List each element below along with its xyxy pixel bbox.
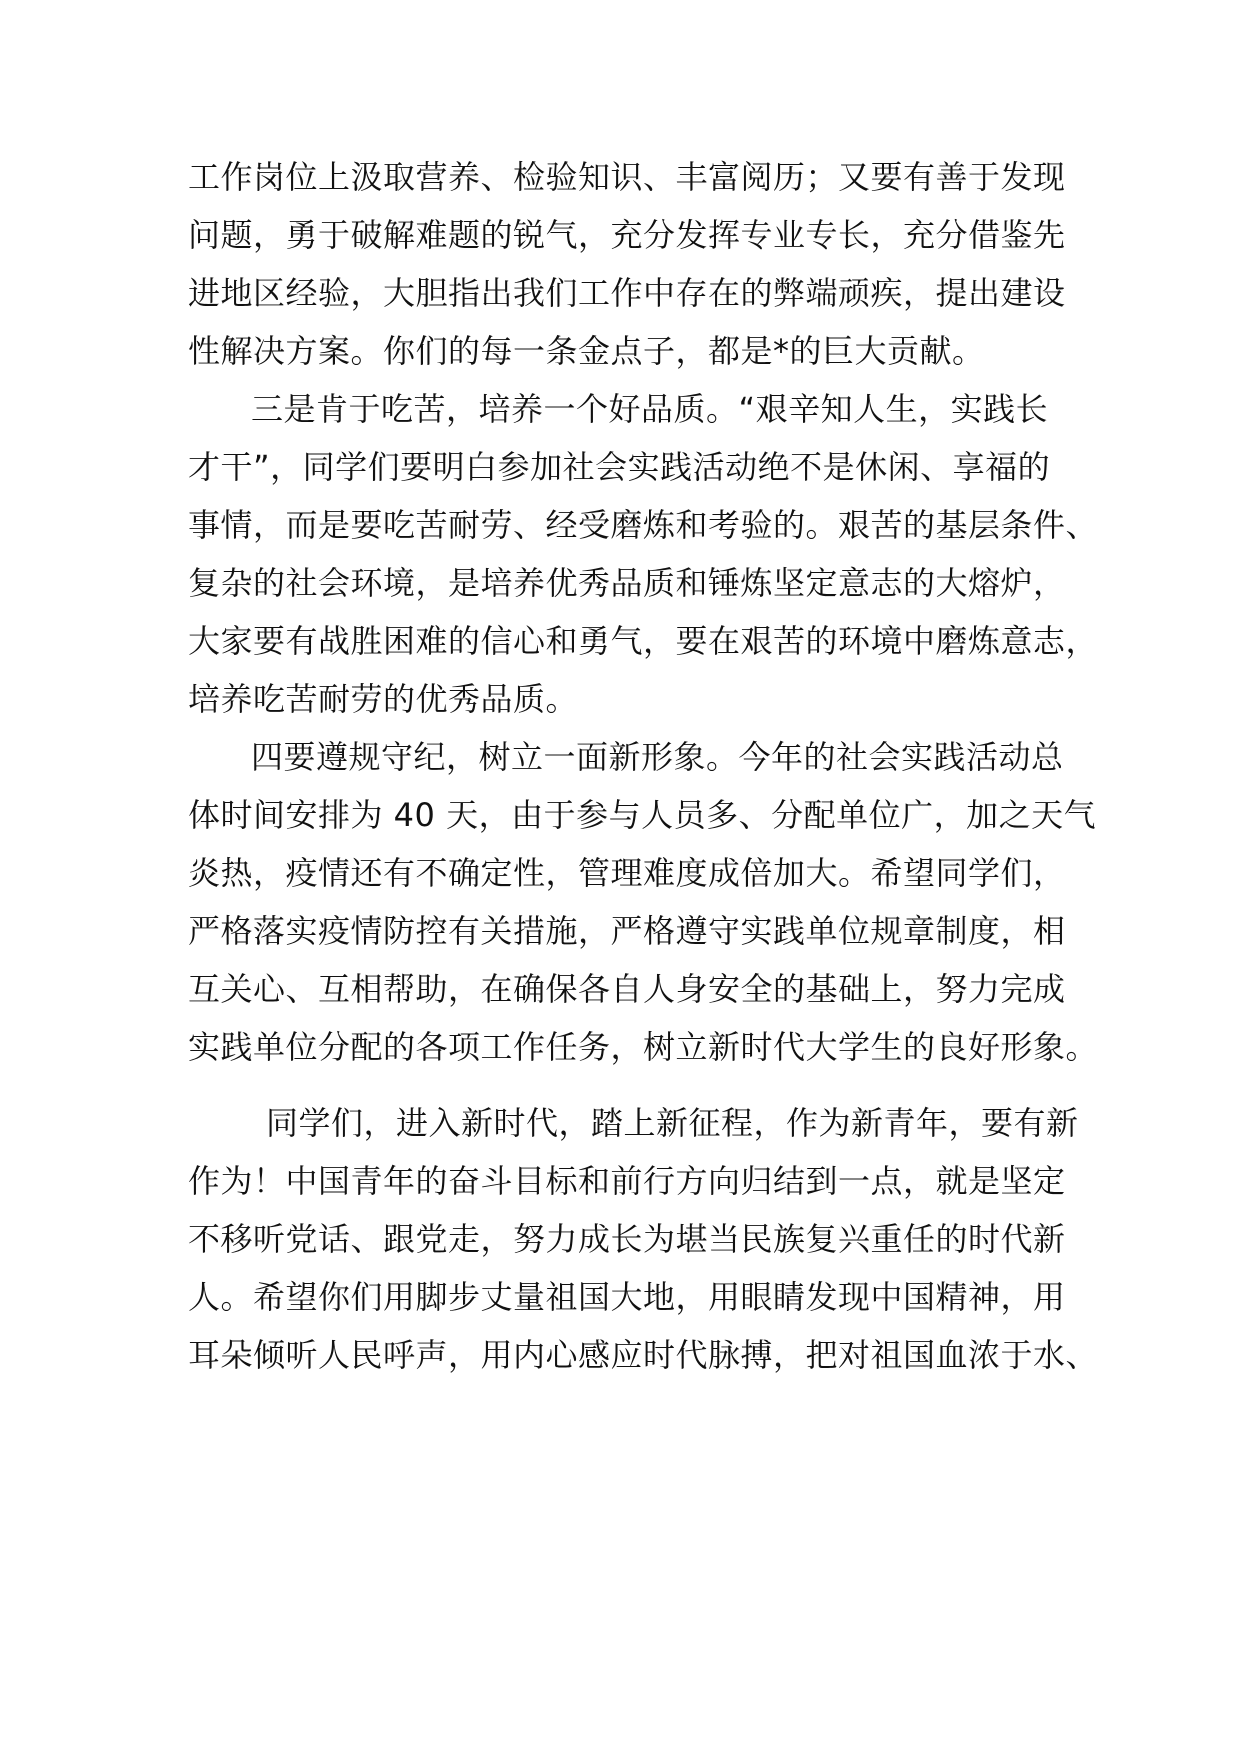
- paragraph-3-line-5: 互关心、互相帮助，在确保各自人身安全的基础上，努力完成: [188, 970, 1066, 1008]
- paragraph-2-line-2: 才干”，同学们要明白参加社会实践活动绝不是休闲、享福的: [188, 448, 1051, 486]
- paragraph-2-line-1: 三是肯于吃苦，培养一个好品质。“艰辛知人生，实践长: [251, 390, 1049, 428]
- paragraph-2-line-3: 事情，而是要吃苦耐劳、经受磨炼和考验的。艰苦的基层条件、: [188, 506, 1099, 544]
- paragraph-1-line-3: 进地区经验，大胆指出我们工作中存在的弊端顽疾，提出建设: [188, 274, 1066, 312]
- paragraph-1-line-4: 性解决方案。你们的每一条金点子，都是*的巨大贡献。: [188, 332, 985, 370]
- paragraph-3-line-1: 四要遵规守纪，树立一面新形象。今年的社会实践活动总: [251, 738, 1064, 776]
- paragraph-1-line-1: 工作岗位上汲取营养、检验知识、丰富阅历；又要有善于发现: [188, 158, 1066, 196]
- paragraph-3-line-3: 炎热，疫情还有不确定性，管理难度成倍加大。希望同学们，: [188, 854, 1066, 892]
- paragraph-4-line-5: 耳朵倾听人民呼声，用内心感应时代脉搏，把对祖国血浓于水、: [188, 1336, 1099, 1374]
- paragraph-3-line-2: 体时间安排为 40 天，由于参与人员多、分配单位广，加之天气: [188, 796, 1097, 834]
- paragraph-2-line-6: 培养吃苦耐劳的优秀品质。: [188, 680, 579, 718]
- paragraph-1-line-2: 问题，勇于破解难题的锐气，充分发挥专业专长，充分借鉴先: [188, 216, 1066, 254]
- paragraph-4-line-2: 作为！中国青年的奋斗目标和前行方向归结到一点，就是坚定: [188, 1162, 1066, 1200]
- paragraph-4-line-3: 不移听党话、跟党走，努力成长为堪当民族复兴重任的时代新: [188, 1220, 1066, 1258]
- paragraph-4-line-4: 人。希望你们用脚步丈量祖国大地，用眼睛发现中国精神，用: [188, 1278, 1066, 1316]
- paragraph-2-line-4: 复杂的社会环境，是培养优秀品质和锤炼坚定意志的大熔炉，: [188, 564, 1066, 602]
- paragraph-4-line-1: 同学们，进入新时代，踏上新征程，作为新青年，要有新: [266, 1104, 1079, 1142]
- paragraph-3-line-6: 实践单位分配的各项工作任务，树立新时代大学生的良好形象。: [188, 1028, 1099, 1066]
- paragraph-2-line-5: 大家要有战胜困难的信心和勇气，要在艰苦的环境中磨炼意志，: [188, 622, 1099, 660]
- paragraph-3-line-4: 严格落实疫情防控有关措施，严格遵守实践单位规章制度，相: [188, 912, 1066, 950]
